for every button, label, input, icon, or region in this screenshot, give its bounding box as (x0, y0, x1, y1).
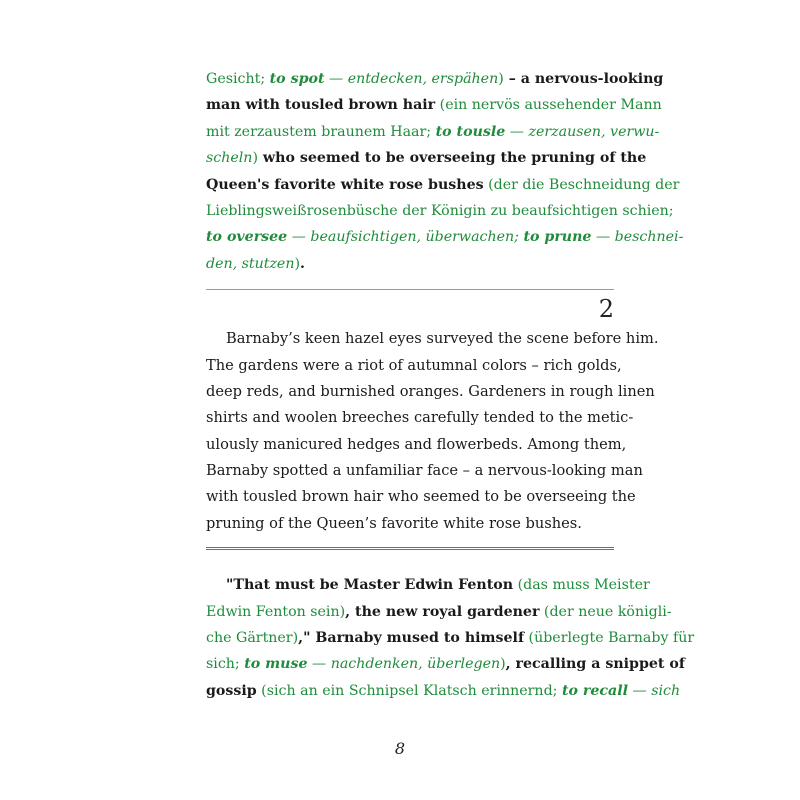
german-gloss: che Gärtner) (206, 630, 299, 647)
vocabulary-gloss: — beaufsichtigen, überwachen; (287, 229, 524, 246)
bilingual-block-bottom (206, 572, 695, 704)
english-text: , the new royal gardener (345, 603, 540, 620)
german-gloss: (der neue königli- (539, 603, 672, 620)
vocabulary-gloss: to prune (523, 229, 592, 246)
section-divider (206, 289, 614, 290)
paragraph-line: shirts and woolen breeches carefully tended to the metic- (206, 409, 634, 427)
page-number: 8 (394, 739, 406, 758)
english-text: man with tousled brown hair (206, 97, 436, 114)
vocabulary-gloss: to recall (561, 682, 629, 699)
vocabulary-gloss: to oversee (206, 229, 288, 246)
german-gloss: ) (498, 71, 504, 87)
paragraph-line: pruning of the Queen’s favorite white rose bushes. (206, 514, 582, 532)
german-gloss: ) (500, 656, 506, 673)
german-gloss: (der die Beschneidung der (483, 176, 680, 193)
german-gloss: ) (294, 255, 301, 272)
vocabulary-gloss: to spot (269, 71, 325, 87)
german-gloss: Lieblingsweißrosenbüsche der Königin zu beaufsichtigen schien; (206, 202, 674, 219)
vocabulary-gloss: — beschnei- (591, 229, 684, 246)
bilingual-block-top (206, 66, 684, 277)
german-gloss: (das muss Meister (513, 577, 650, 594)
book-page (206, 66, 695, 704)
text-line (206, 599, 672, 625)
vocabulary-gloss: to tousle (435, 123, 506, 140)
text-line (206, 625, 695, 651)
english-text: , recalling a snippet of (505, 656, 685, 673)
text-line (206, 172, 680, 198)
text-line (206, 651, 685, 677)
text-line (206, 145, 647, 171)
paragraph-line: Barnaby’s keen hazel eyes surveyed the scene before him. (226, 330, 659, 348)
german-gloss: Edwin Fenton sein) (206, 603, 346, 620)
german-gloss: (ein nervös aussehender Mann (435, 97, 662, 114)
text-line (206, 678, 681, 704)
paragraph-line: deep reds, and burnished oranges. Gardeners in rough linen (206, 382, 655, 400)
text-line (206, 66, 664, 92)
vocabulary-gloss: — zerzausen, verwu- (505, 123, 660, 140)
english-text: ," Barnaby mused to himself (298, 630, 525, 647)
vocabulary-gloss: scheln (206, 150, 253, 167)
vocabulary-gloss: to muse (244, 656, 308, 673)
vocabulary-gloss: — nachdenken, überlegen (307, 656, 501, 673)
paragraph-line: with tousled brown hair who seemed to be overseeing the (206, 488, 636, 506)
vocabulary-gloss: — sich (628, 682, 681, 699)
paragraph-line: Barnaby spotted a unfamiliar face – a nervous-looking man (206, 462, 643, 480)
text-line (206, 572, 650, 598)
text-line (206, 198, 674, 224)
paragraph-line: The gardens were a riot of autumnal colors – rich golds, (206, 356, 622, 374)
german-gloss: (sich an ein Schnipsel Klatsch erinnernd; (256, 682, 562, 699)
section-number: 2 (598, 295, 614, 324)
text-line (206, 92, 662, 118)
text-line (206, 119, 660, 145)
vocabulary-gloss: den, stutzen (206, 255, 295, 272)
english-text: who seemed to be overseeing the pruning of the (257, 150, 647, 167)
english-text: gossip (206, 682, 257, 699)
english-text: – a nervous-looking (503, 71, 664, 87)
vocabulary-gloss: — entdecken, erspähen (324, 71, 499, 87)
german-gloss: ) (252, 150, 258, 167)
english-text: Queen's favorite white rose bushes (206, 176, 484, 193)
paragraph-line: ulously manicured hedges and flowerbeds. Among them, (206, 435, 627, 453)
german-gloss: sich; (206, 656, 245, 673)
german-gloss: (überlegte Barnaby für (524, 630, 695, 647)
english-paragraph (206, 326, 659, 537)
german-gloss: mit zerzaustem braunem Haar; (206, 123, 436, 140)
german-gloss: Gesicht; (206, 71, 270, 87)
english-text: "That must be Master Edwin Fenton (226, 577, 514, 594)
text-line (206, 251, 614, 277)
text-line (206, 224, 684, 250)
paragraph-divider (206, 547, 614, 550)
english-text: . (300, 255, 305, 272)
